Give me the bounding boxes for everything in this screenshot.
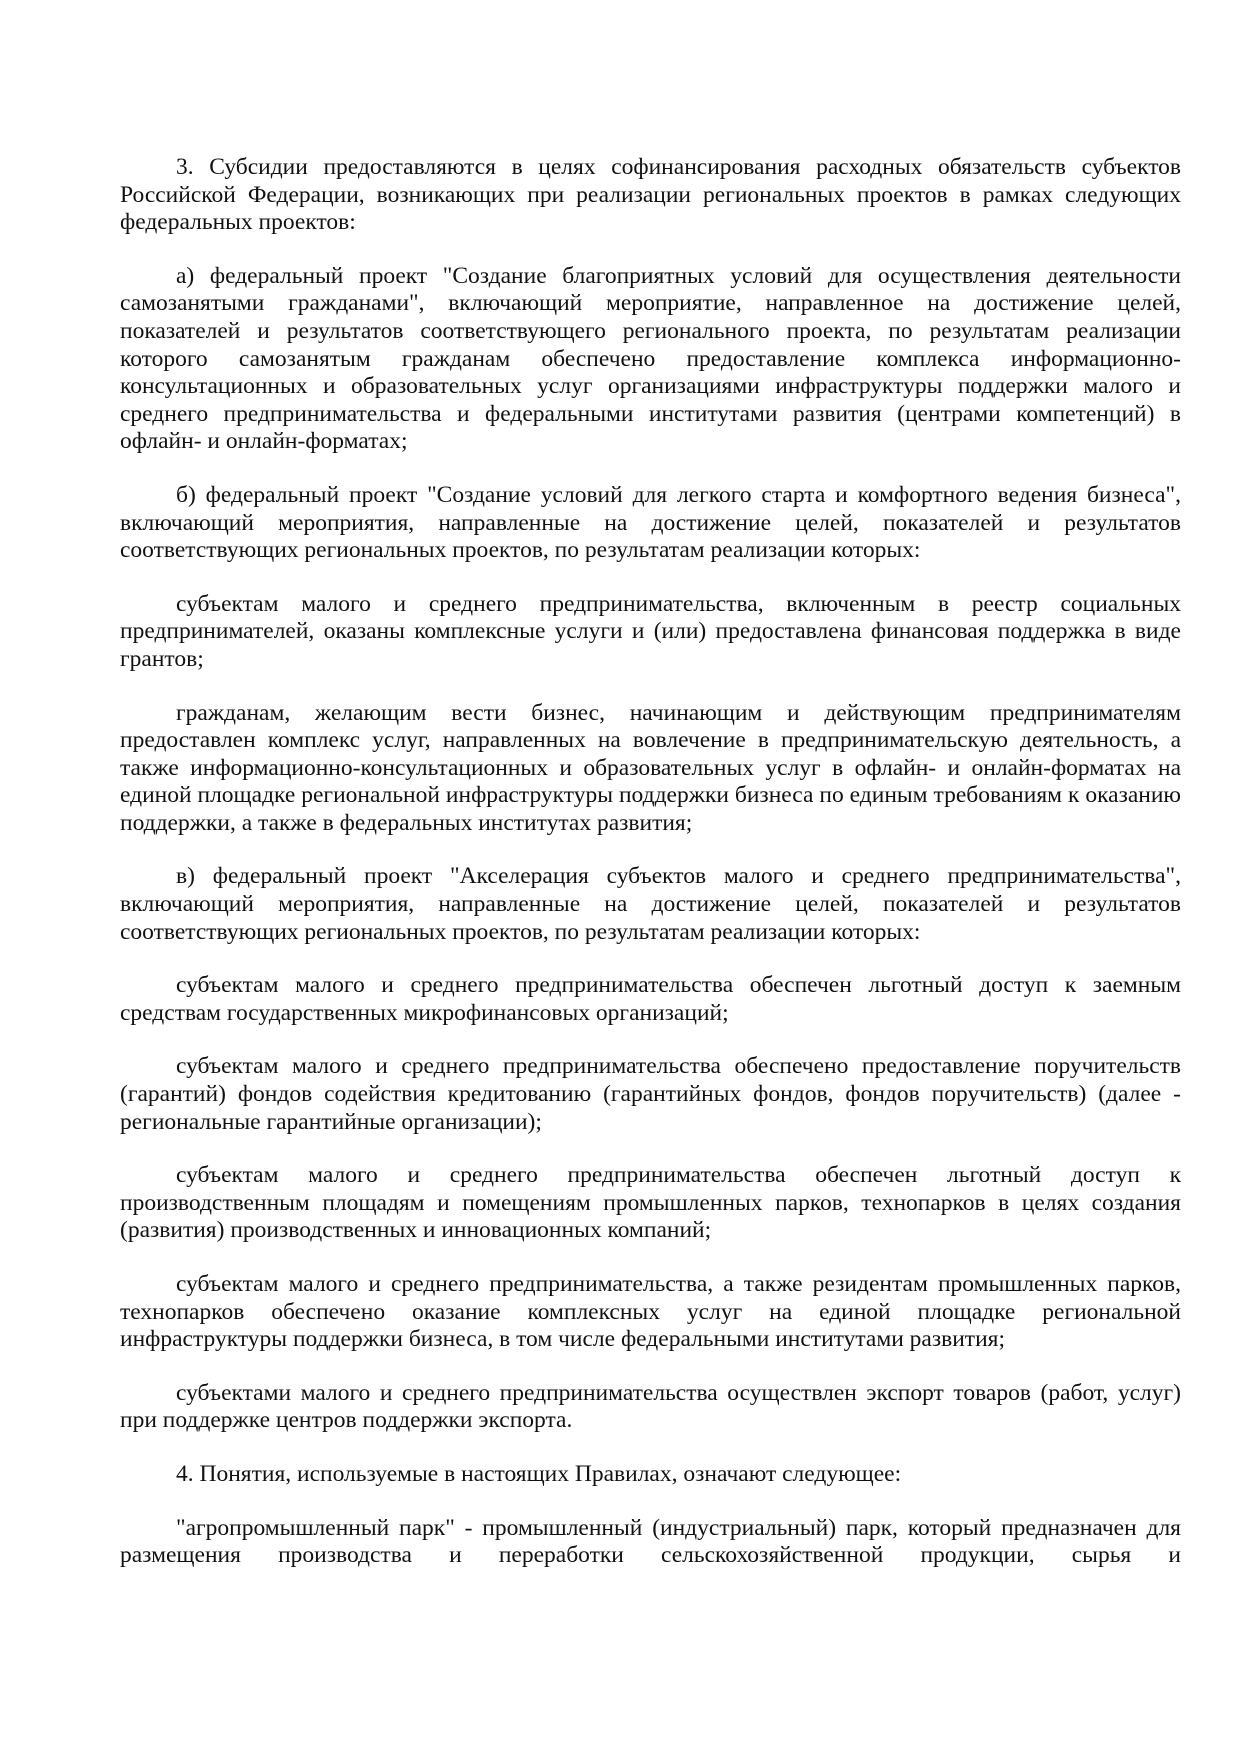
document-page [120, 154, 1181, 1596]
paragraph-microfinance: субъектам малого и среднего предпринимательства обеспечен льготный доступ к заемным средствам государственных микрофинансовых организаций; [120, 972, 1181, 1026]
paragraph-industrial-parks: субъектам малого и среднего предпринимательства обеспечен льготный доступ к производственным площадям и помещениям промышленных парков, технопарков в целях создания (развития) производственных и инновационных компаний; [120, 1162, 1181, 1244]
paragraph-4-definitions: 4. Понятия, используемые в настоящих Правилах, означают следующее: [176, 1460, 902, 1487]
paragraph-guarantees: субъектам малого и среднего предпринимательства обеспечено предоставление поручительств (гарантий) фондов содействия кредитованию (гарантийных фондов, фондов поручительств) (далее - региональные гарантийные организации); [120, 1053, 1181, 1135]
paragraph-complex-services: субъектам малого и среднего предпринимательства, а также резидентам промышленных парков, технопарков обеспечено оказание комплексных услуг на единой площадке региональной инфраструктуры поддержки бизнеса, в том числе федеральными институтами развития; [120, 1271, 1181, 1353]
paragraph-v-acceleration: в) федеральный проект "Акселерация субъектов малого и среднего предпринимательства", включающий мероприятия, направленные на достижение целей, показателей и результатов соответствующих региональных проектов, по результатам реализации которых: [120, 863, 1181, 945]
paragraph-agro-park: "агропромышленный парк" - промышленный (индустриальный) парк, который предназначен для размещения производства и переработки сельскохозяйственной продукции, сырья и [120, 1514, 1181, 1569]
paragraph-3-subsidies: 3. Субсидии предоставляются в целях софинансирования расходных обязательств субъектов Российской Федерации, возникающих при реализации региональных проектов в рамках следующих федеральных проектов: [120, 154, 1181, 236]
paragraph-a-self-employed: а) федеральный проект "Создание благоприятных условий для осуществления деятельности самозанятыми гражданами", включающий мероприятие, направленное на достижение целей, показателей и результатов соответствующего регионального проекта, по результатам реализации которого самозанятым гражданам обеспечено предоставление комплекса информационно-консультационных и образовательных услуг организациями инфраструктуры поддержки малого и среднего предпринимательства и федеральными институтами развития (центрами компетенций) в офлайн- и онлайн-форматах; [120, 262, 1181, 455]
paragraph-citizens-business: гражданам, желающим вести бизнес, начинающим и действующим предпринимателям предоставлен комплекс услуг, направленных на вовлечение в предпринимательскую деятельность, а также информационно-консультационных и образовательных услуг в офлайн- и онлайн-форматах на единой площадке региональной инфраструктуры поддержки бизнеса по единым требованиям к оказанию поддержки, а также в федеральных институтах развития; [120, 699, 1181, 836]
paragraph-social-entrepreneurs: субъектам малого и среднего предпринимательства, включенным в реестр социальных предпринимателей, оказаны комплексные услуги и (или) предоставлена финансовая поддержка в виде грантов; [120, 590, 1181, 672]
paragraph-export: субъектами малого и среднего предпринимательства осуществлен экспорт товаров (работ, услуг) при поддержке центров поддержки экспорта. [120, 1379, 1181, 1434]
paragraph-b-easy-start: б) федеральный проект "Создание условий для легкого старта и комфортного ведения бизнеса", включающий мероприятия, направленные на достижение целей, показателей и результатов соответствующих региональных проектов, по результатам реализации которых: [120, 481, 1181, 564]
